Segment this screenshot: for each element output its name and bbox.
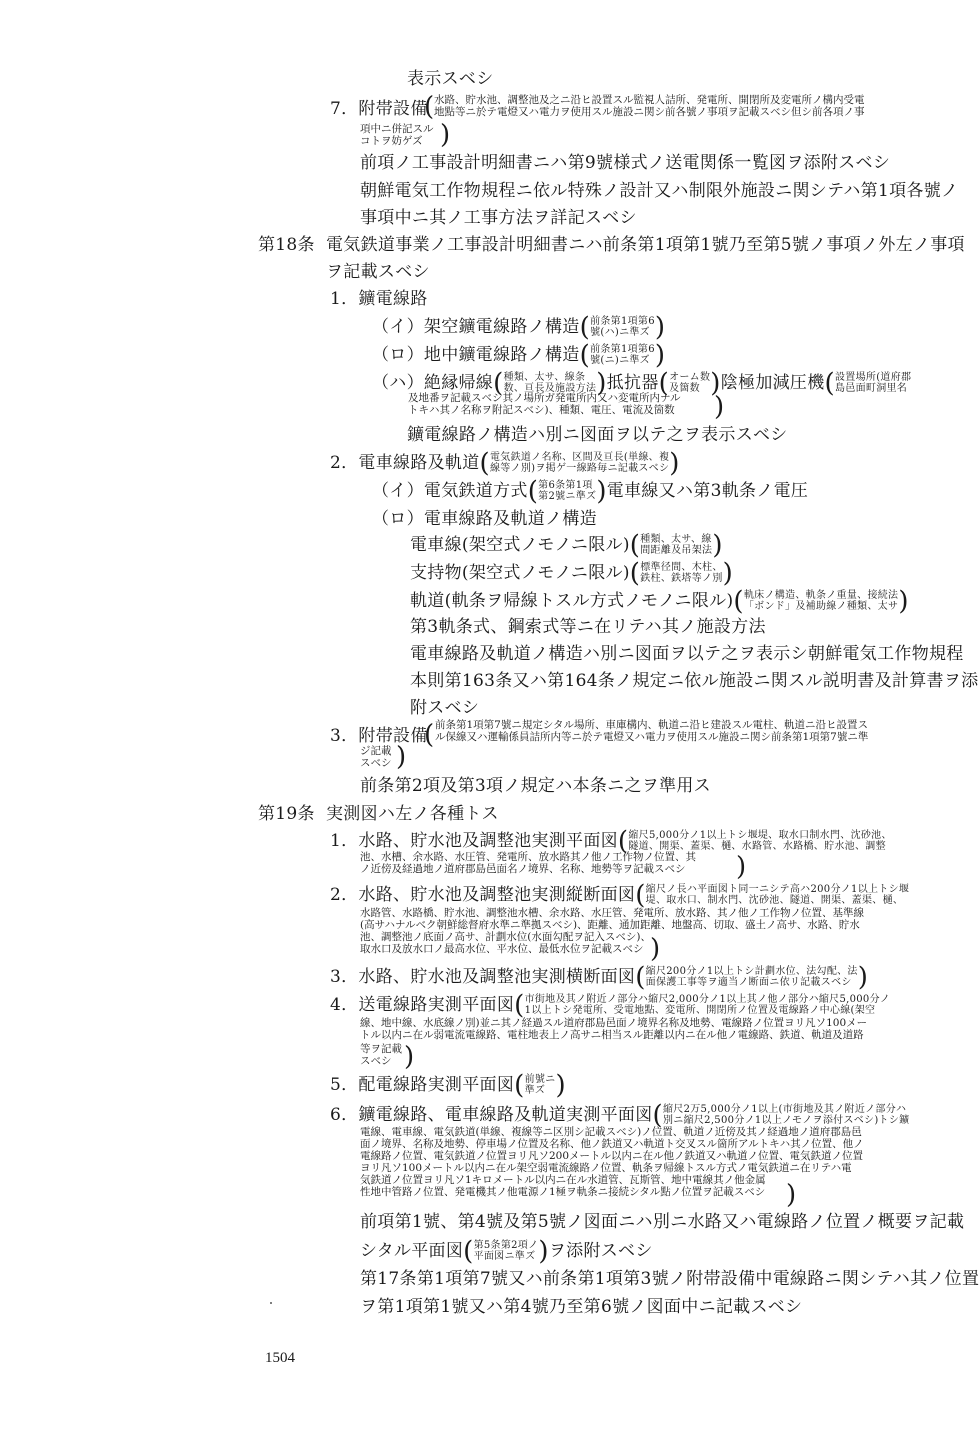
text-line: ヲ記載スベシ (326, 262, 430, 282)
inline-note (590, 317, 655, 338)
subitem-text: （イ）架空鑛電線路ノ構造 (372, 317, 580, 337)
text-segment: シタル平面図 (360, 1241, 464, 1261)
note-line: 種類、太サ、線 (640, 534, 712, 545)
note-line: 前条第1項第6 (590, 316, 655, 327)
paren-open: ( (617, 826, 629, 857)
paren-close: ) (714, 392, 725, 422)
inline-note (669, 373, 710, 394)
paren-open: ( (635, 880, 646, 911)
inline-note (640, 563, 722, 584)
text-line (360, 1236, 653, 1267)
paren-close: ) (786, 1180, 797, 1210)
text-segment: ヲ添附スベシ (548, 1241, 653, 1261)
subitem-text: 陰極加減圧機 (720, 373, 825, 393)
note-line: 平面図ニ準ズ (473, 1250, 536, 1262)
note-line: トル以内ニ在ル弱電流電線路、電柱地表上ノ高サニ相当スル距離以内ニ在ル他ノ電線路、鉄道、軌道及道路 (360, 1029, 864, 1041)
paren-close: ) (555, 1070, 566, 1101)
note-line: 別ニ縮尺2,500分ノ1以上ノモノヲ添付スベシ)トシ鑛 (662, 1114, 910, 1126)
subitem-text: （ロ）地中鑛電線路ノ構造 (372, 345, 580, 365)
note-line: 「ボンド」及補助線ノ種類、太サ (743, 600, 899, 612)
inline-note (663, 1105, 910, 1126)
inline-note (474, 1241, 539, 1262)
paren-open: ( (463, 1236, 474, 1267)
note-line: オーム数 (669, 372, 711, 383)
inline-note (538, 481, 596, 502)
note-line: 縮尺200分ノ1以上トシ計劃水位、法勾配、法 (645, 966, 858, 977)
note-line: 電線、電車線、電気鉄道(単線、複線等ニ区別シ記載スベシ)ノ位置、軌道ノ近傍及其ノ経過地ノ道府郡島邑 (360, 1126, 862, 1138)
item-label: 1．鑛電線路 (330, 289, 428, 309)
note-line: ル保線又ハ運輸係員詰所内等ニ於テ電燈又ハ電力ヲ使用スル施設ニ関シ前条第1項第7號ニ準 (435, 731, 869, 743)
note-line: 號(ハ)ニ準ズ (590, 326, 650, 338)
text-line: 事項中ニ其ノ工事方法ヲ詳記スベシ (360, 208, 637, 228)
paren-open: ( (493, 368, 504, 399)
paren-open: ( (635, 962, 646, 993)
note-line: 1以上トシ発電所、受電地點、変電所、開閉所ノ位置及電線路ノ中心線(架空 (524, 1004, 876, 1016)
note-line: 取水口及放水口ノ最高水位、平水位、最低水位ヲ記載スベシ (360, 943, 644, 955)
paren-open: ( (424, 720, 435, 750)
paren-open: ( (629, 530, 641, 561)
note-line: 池、水槽、余水路、水圧管、発電所、放水路其ノ他ノ工作物ノ位置、其 (360, 851, 696, 863)
note-line: スベシ (360, 1055, 392, 1067)
note-line: 電線路ノ位置、電気鉄道ノ位置ヨリ凡ソ200メートル以内ニ在ル他ノ鉄道又ハ軌道ノ位置、電気鉄道ノ位置 (360, 1150, 864, 1162)
paren-close: ) (710, 368, 721, 399)
note-line: 堤、取水口、制水門、沈砂池、隧道、開渠、蓋渠、樋、 (645, 894, 904, 906)
item-label: 3．附帯設備 (330, 726, 428, 746)
paren-open: ( (424, 92, 435, 122)
paren-open: ( (527, 476, 539, 507)
paren-close: ) (722, 558, 734, 589)
subitem-text: 抵抗器 (606, 373, 659, 393)
note-line: 市街地及其ノ附近ノ部分ハ縮尺2,000分ノ1以上其ノ他ノ部分ハ縮尺5,000分ノ (524, 994, 891, 1005)
paren-open: ( (652, 1100, 663, 1131)
text-line: 前項ノ工事設計明細書ニハ第9號様式ノ送電関係一覧図ヲ添附スベシ (360, 153, 891, 173)
item-label: 1．水路、貯水池及調整池実測平面図 (330, 831, 618, 851)
note-line: (高サハナルベク朝鮮総督府水準ニ準拠スベシ)、距離、通加距離、地盤高、切取、盛土ノ高サ、水路、貯水 (360, 919, 860, 931)
paren-open: ( (733, 586, 744, 617)
note-line: 地點等ニ於テ電燈又ハ電力ヲ使用スル施設ニ関シ前各號ノ事項ヲ記載スベシ但シ前各項ノ事 (434, 106, 865, 118)
note-line: 標準径間、木柱、 (640, 562, 723, 573)
text-line (410, 558, 734, 589)
text-line: （ロ）電車線路及軌道ノ構造 (372, 509, 597, 529)
note-line: 間距離及吊架法 (640, 544, 713, 556)
inline-note (490, 453, 669, 474)
note-line: 気鉄道ノ位置ヨリ凡ソ1キロメートル以内ニ在ル水道管、瓦斯管、地中電線其ノ他金属 (360, 1174, 766, 1186)
subitem-text: （イ）電気鉄道方式 (372, 481, 528, 501)
note-line: 線、地中線、水底線ノ別)並ニ其ノ経過スル道府郡島邑面ノ境界名称及地勢、電線路ノ位置ヨリ凡ソ100メー (360, 1017, 868, 1029)
inline-note (525, 995, 891, 1016)
note-line: 設置場所(道府郡 (835, 372, 912, 383)
text-line: 第3軌条式、鋼索式等ニ在リテハ其ノ施設方法 (410, 617, 766, 637)
note-line: ジ記載 (360, 745, 392, 757)
note-line: スベシ (360, 757, 392, 769)
note-line: 前条第1項第7號ニ規定シタル場所、車庫構内、軌道ニ沿ヒ建設スル電柱、軌道ニ沿ヒ設置ス (435, 719, 868, 731)
inline-note (646, 967, 858, 988)
paren-close: ) (736, 852, 747, 882)
note-line: 縮尺ノ長ハ平面図ト同一ニシテ高ハ200分ノ1以上トシ堰 (645, 884, 910, 895)
article-label: 第19条 (258, 804, 315, 824)
note-line: 準ズ (524, 1084, 546, 1096)
text-line (330, 1070, 566, 1101)
inline-note (590, 345, 655, 366)
note-line: 縮尺2万5,000分ノ1以上(市街地及其ノ附近ノ部分ハ (662, 1104, 907, 1115)
paren-open: ( (579, 340, 591, 371)
paren-close: ) (669, 448, 680, 479)
paren-close: ) (596, 368, 607, 399)
note-line: 軌床ノ構造、軌条ノ重量、接続法 (743, 590, 899, 601)
paren-open: ( (514, 990, 525, 1021)
text-line: 鑛電線路ノ構造ハ別ニ図面ヲ以テ之ヲ表示スベシ (407, 425, 788, 445)
inline-note (504, 373, 597, 394)
note-line: ノ近傍及経過地ノ道府郡島邑面名ノ境界、名称、地勢等ヲ記載スベシ (360, 863, 686, 875)
scan-speck (270, 1302, 272, 1304)
paren-close: ) (898, 586, 909, 617)
note-line: 数、亘長及施設方法 (503, 382, 597, 394)
note-line: 隧道、開渠、蓋渠、樋、水路管、水路橋、貯水池、調整 (628, 840, 886, 852)
text-line: ヲ第1項第1號又ハ第4號乃至第6號ノ図面中ニ記載スベシ (360, 1297, 803, 1317)
note-line: コトヲ妨ゲズ (360, 135, 423, 147)
paren-open: ( (514, 1070, 525, 1101)
note-line: トキハ其ノ名称ヲ附記スベシ)、種類、電圧、電流及箇数 (408, 404, 675, 416)
note-line: 種類、太サ、線条 (503, 372, 586, 383)
note-line: 池、調整池ノ底面ノ高サ、計劃水位(水面勾配ヲ記入スベシ)、 (360, 931, 651, 943)
paren-close: ) (712, 530, 723, 561)
subitem-text: 支持物(架空式ノモノニ限ル) (410, 563, 630, 583)
paren-close: ) (654, 340, 666, 371)
paren-open: ( (629, 558, 641, 589)
text-line (330, 1100, 910, 1131)
page-number: 1504 (265, 1350, 295, 1366)
note-line: 第6条第1項 (538, 480, 593, 491)
text-line: 本則第163条又ハ第164条ノ規定ニ依ル施設ニ関スル説明書及計算書ヲ添 (410, 671, 979, 691)
text-line (410, 586, 909, 617)
inline-note (525, 1075, 556, 1096)
subitem-text: （ハ）絶縁帰線 (372, 373, 494, 393)
note-line: 等ヲ記載 (360, 1043, 402, 1055)
paren-close: ) (857, 962, 869, 993)
paren-open: ( (824, 368, 835, 399)
paren-close: ) (404, 1042, 415, 1072)
inline-note (646, 885, 910, 906)
text-line (330, 448, 680, 479)
item-label: 2．水路、貯水池及調整池実測縦断面図 (330, 885, 636, 905)
note-line: 第2號ニ準ズ (538, 490, 597, 502)
item-label: 7．附帯設備 (330, 99, 428, 119)
text-line: 朝鮮電気工作物規程ニ依ル特殊ノ設計又ハ制限外施設ニ関シテハ第1項各號ノ (360, 181, 959, 201)
subitem-text: 電車線(架空式ノモノニ限ル) (410, 535, 630, 555)
note-line: 及地番ヲ記載スベシ其ノ場所ガ発電所内又ハ変電所内ナル (408, 392, 681, 404)
text-line (372, 312, 666, 343)
item-label: 3．水路、貯水池及調整池実測横断面図 (330, 967, 636, 987)
note-line: 縮尺5,000分ノ1以上トシ堰堤、取水口制水門、沈砂池、 (628, 830, 892, 841)
text-line: 前項第1號、第4號及第5號ノ図面ニハ別ニ水路又ハ電線路ノ位置ノ概要ヲ記載 (360, 1212, 965, 1232)
note-line: 及箇数 (669, 382, 700, 394)
inline-note (640, 535, 712, 556)
note-line: 前条第1項第6 (590, 344, 655, 355)
text-line (410, 530, 723, 561)
note-line: ヨリ凡ソ100メートル以内ニ在ル架空弱電流線路ノ位置、軌条ヲ帰線トスル方式ノ電気鉄道ニ在リテハ電 (360, 1162, 852, 1174)
text-line (330, 962, 869, 993)
note-line: 水路、貯水池、調整池及之ニ沿ヒ設置スル監視人詰所、発電所、開閉所及変電所ノ構内受電 (434, 94, 865, 106)
text-line: 電車線路及軌道ノ構造ハ別ニ図面ヲ以テ之ヲ表示シ朝鮮電気工作物規程 (410, 644, 964, 664)
text-line: 表示スベシ (407, 69, 494, 89)
note-line: 項中ニ併記スル (360, 123, 434, 135)
note-line: 電気鉄道ノ名称、区間及亘長(単線、複 (489, 452, 670, 463)
text-line: 前条第2項及第3項ノ規定ハ本条ニ之ヲ準用ス (360, 776, 711, 796)
note-line: 水路管、水路橋、貯水池、調整池水槽、余水路、水圧管、発電所、放水路、其ノ他ノ工作物ノ位置、基準線 (360, 907, 864, 919)
text-line: 第17条第1項第7號又ハ前条第1項第3號ノ附帯設備中電線路ニ関シテハ其ノ位置 (360, 1269, 980, 1289)
subitem-text: 電車線又ハ第3軌条ノ電圧 (606, 481, 809, 501)
paren-close: ) (440, 120, 451, 150)
text-line: 附スベシ (410, 698, 480, 718)
text-line (372, 340, 666, 371)
paren-close: ) (654, 312, 666, 343)
inline-note (744, 591, 899, 612)
text-line: 実測図ハ左ノ各種トス (326, 804, 499, 824)
text-line (372, 476, 809, 507)
item-label: 4．送電線路実測平面図 (330, 995, 515, 1015)
text-line (330, 880, 910, 911)
note-line: 前號ニ (524, 1074, 556, 1085)
article-label: 第18条 (258, 235, 315, 255)
inline-note (628, 831, 891, 852)
paren-open: ( (579, 312, 591, 343)
text-line (330, 990, 891, 1021)
paren-close: ) (396, 742, 407, 772)
item-label: 6．鑛電線路、電車線路及軌道実測平面図 (330, 1105, 653, 1125)
note-line: 面ノ境界、名称及地勢、停車場ノ位置及名称、他ノ鉄道又ハ軌道ト交叉スル箇所アルトキハ其ノ位置、他ノ (360, 1138, 864, 1150)
paren-close: ) (650, 934, 661, 964)
item-label: 2．電車線路及軌道 (330, 453, 480, 473)
note-line: 面保護工事等ヲ適当ノ断面ニ依リ記載スベシ (645, 976, 852, 988)
item-label: 5．配電線路実測平面図 (330, 1075, 515, 1095)
note-line: 性地中管路ノ位置、発電機其ノ他電源ノ1極ヲ軌条ニ接続シタル點ノ位置ヲ記載スベシ (360, 1186, 766, 1198)
paren-close: ) (596, 476, 607, 507)
note-line: 島邑面町洞里名 (835, 382, 908, 394)
inline-note (835, 373, 911, 394)
paren-close: ) (538, 1236, 549, 1267)
note-line: 第5条第2項ノ (473, 1240, 539, 1251)
subitem-text: 軌道(軌条ヲ帰線トスル方式ノモノニ限ル) (410, 591, 734, 611)
note-line: 鉄柱、鉄塔等ノ別 (640, 572, 723, 584)
paren-open: ( (658, 368, 670, 399)
note-line: 號(ニ)ニ準ズ (590, 354, 650, 366)
text-line: 電気鉄道事業ノ工事設計明細書ニハ前条第1項第1號乃至第5號ノ事項ノ外左ノ事項 (326, 235, 965, 255)
paren-open: ( (479, 448, 490, 479)
note-line: 線等ノ別)ヲ掲ゲ一線路毎ニ記載スベシ (489, 462, 670, 474)
